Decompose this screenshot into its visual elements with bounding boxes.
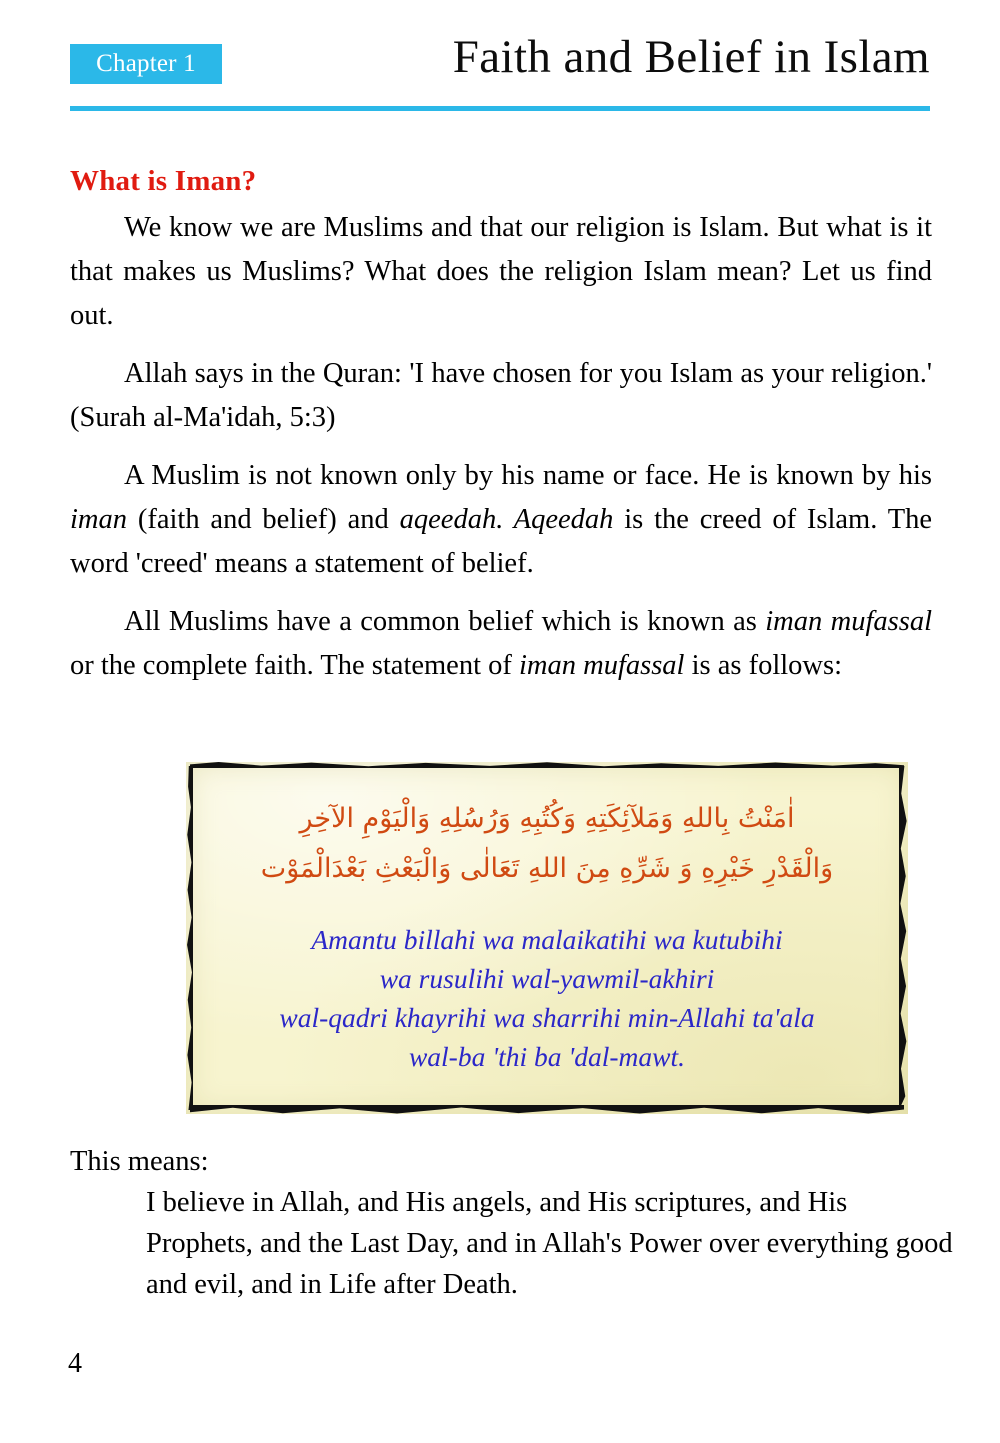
arabic-plaque <box>186 762 908 1114</box>
paragraph: All Muslims have a common belief which is known as iman mufassal or the complete faith. The statement of iman mufassal is as follows: <box>70 606 932 681</box>
paragraph: Allah says in the Quran: 'I have chosen for you Islam as your religion.' (Surah al-Ma'idah, 5:3) <box>70 358 932 433</box>
section-heading: What is Iman? <box>70 165 257 197</box>
transliteration-line: wal-qadri khayrihi wa sharrihi min-Allahi ta'ala <box>279 1002 815 1033</box>
header-divider <box>70 106 930 111</box>
emphasis-aqeedah: aqeedah. Aqeedah <box>399 504 614 535</box>
page-title: Faith and Belief in Islam <box>452 31 930 83</box>
transliteration-line: Amantu billahi wa malaikatihi wa kutubihi <box>311 924 783 955</box>
arabic-text <box>216 794 878 894</box>
emphasis-iman-mufassal: iman mufassal <box>765 606 932 637</box>
paragraph: A Muslim is not known only by his name or face. He is known by his iman (faith and belief) and aqeedah. Aqeedah is the creed of Islam. The word 'creed' means a statement of belief. <box>70 460 933 579</box>
transliteration-text <box>210 920 884 1076</box>
transliteration-line: wal-ba 'thi ba 'dal-mawt. <box>408 1041 686 1072</box>
paragraph: We know we are Muslims and that our religion is Islam. But what is it that makes us Muslims? What does the religion Islam mean? Let us find out. <box>70 212 932 331</box>
meaning-text: I believe in Allah, and His angels, and His scriptures, and His Prophets, and the Last Day, and in Allah's Power over everything good and evil, and in Life after Death. <box>146 1187 953 1300</box>
page-header <box>70 31 930 116</box>
chapter-badge: Chapter 1 <box>70 44 222 84</box>
body-content <box>70 165 932 688</box>
emphasis-iman: iman <box>70 504 127 535</box>
this-means-label: This means: <box>70 1146 209 1177</box>
arabic-line: اٰمَنْتُ بِاللهِ وَمَلآئِكَتِهِ وَكُتُبِهِ وَرُسُلِهِ وَالْيَوْمِ الآخِرِ <box>299 803 795 834</box>
paragraph-text: A Muslim is not known only by his name or face. He is known by his <box>124 460 932 491</box>
emphasis-iman-mufassal-2: iman mufassal <box>519 650 685 681</box>
arabic-line: وَالْقَدْرِ خَيْرِهِ وَ شَرِّهِ مِنَ اللهِ تَعَالٰى وَالْبَعْثِ بَعْدَالْمَوْت <box>260 853 834 884</box>
page-number: 4 <box>68 1348 82 1379</box>
transliteration-line: wa rusulihi wal-yawmil-akhiri <box>379 963 715 994</box>
